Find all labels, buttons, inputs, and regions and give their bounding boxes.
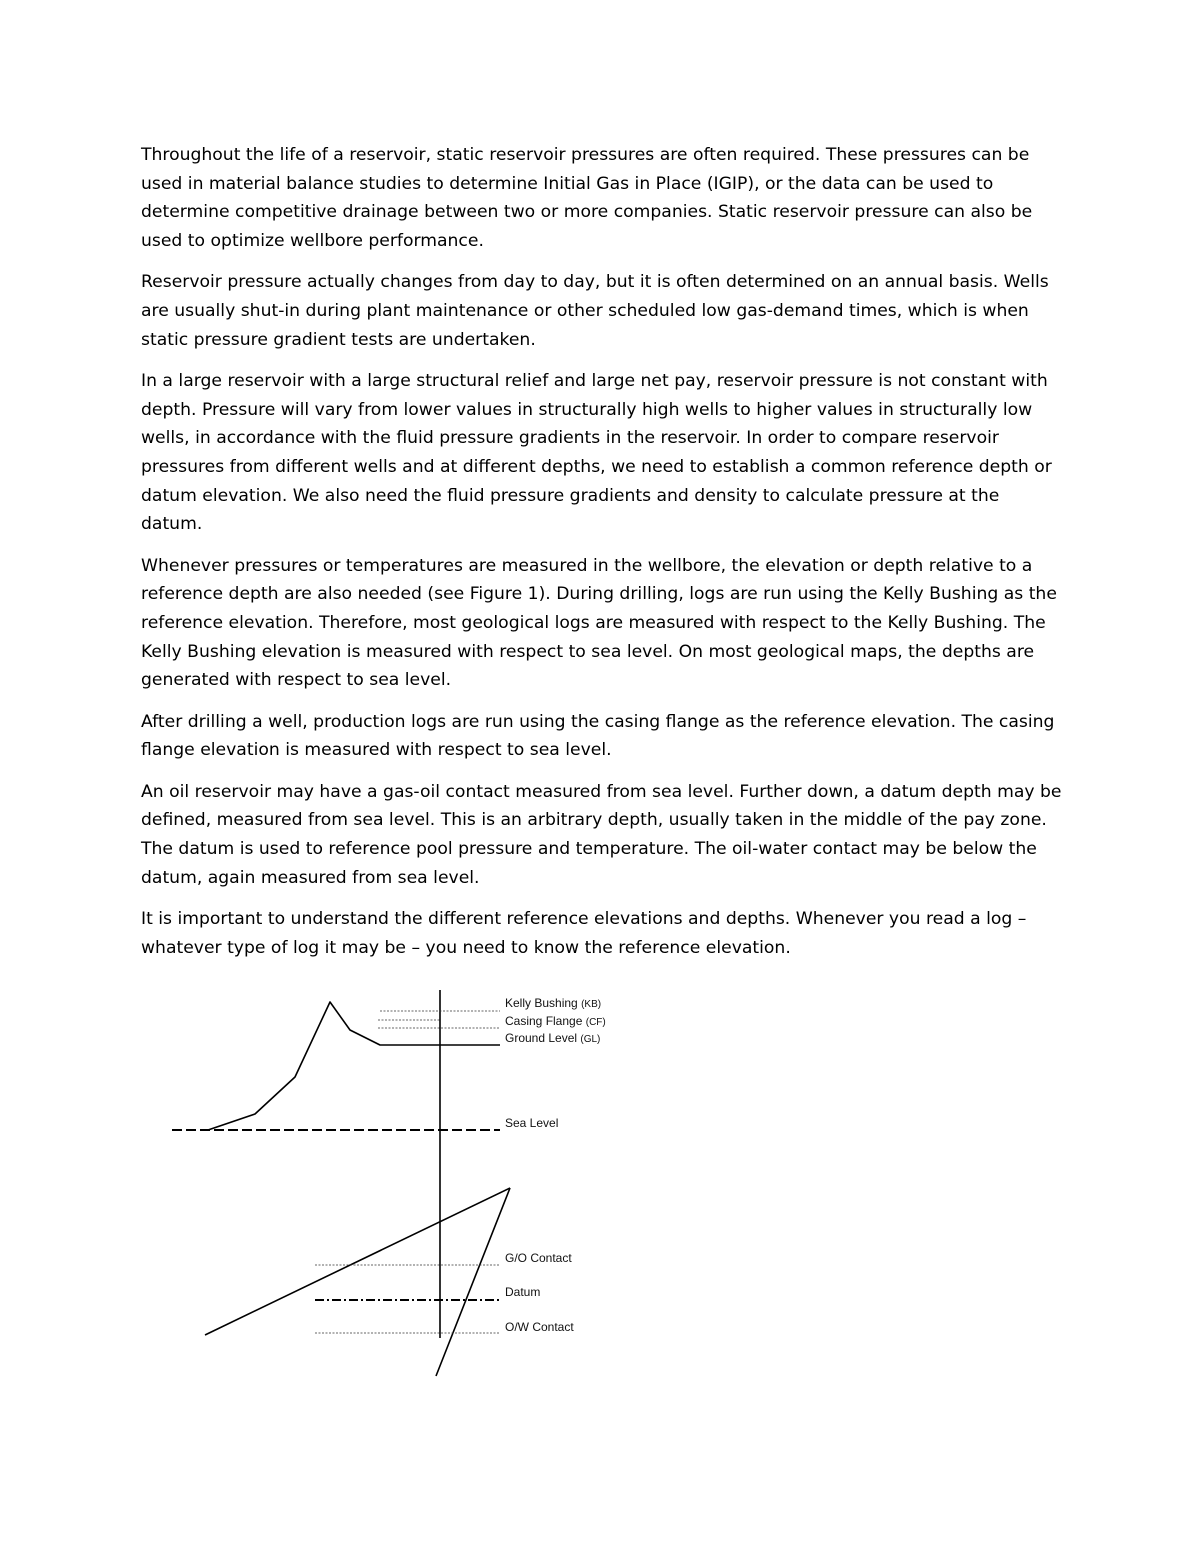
casing-flange-label bbox=[505, 1014, 606, 1028]
kelly-bushing-abbr: (KB) bbox=[581, 999, 602, 1010]
kelly-bushing-label bbox=[505, 996, 601, 1010]
paragraph-4: Whenever pressures or temperatures are measured in the wellbore, the elevation or depth relative to a reference depth are also needed (see Figure 1). During drilling, logs are run using the Kelly Bushing as the reference elevation. Therefore, most geological logs are measured with respect to the Kelly Bushing. The Kelly Bushing elevation is measured with respect to sea level. On most geological maps, the depths are generated with respect to sea level. bbox=[141, 555, 1057, 691]
ground-level-abbr: (GL) bbox=[580, 1034, 601, 1045]
paragraph-2: Reservoir pressure actually changes from day to day, but it is often determined on an annual basis. Wells are usually shut-in during plant maintenance or other scheduled low gas-demand times, which is when static pressure gradient tests are undertaken. bbox=[141, 272, 1049, 350]
casing-flange-abbr: (CF) bbox=[585, 1017, 606, 1028]
go-contact-label: G/O Contact bbox=[505, 1251, 572, 1265]
ow-contact-label: O/W Contact bbox=[505, 1320, 574, 1334]
sea-level-label: Sea Level bbox=[505, 1116, 559, 1130]
reservoir-flank-line bbox=[436, 1188, 510, 1376]
reservoir-top-line bbox=[205, 1188, 510, 1335]
paragraph-7: It is important to understand the different reference elevations and depths. Whenever you read a log – whatever type of log it may be – you need to know the reference elevation. bbox=[141, 909, 1027, 958]
paragraph-6: An oil reservoir may have a gas-oil contact measured from sea level. Further down, a datum depth may be defined, measured from sea level. This is an arbitrary depth, usually taken in the middle of the pay zone. The datum is used to reference pool pressure and temperature. The oil-water contact may be below the datum, again measured from sea level. bbox=[141, 781, 1062, 888]
terrain-profile bbox=[208, 1002, 500, 1130]
paragraph-3: In a large reservoir with a large structural relief and large net pay, reservoir pressure is not constant with depth. Pressure will vary from lower values in structurally high wells to higher values in structurally low wells, in accordance with the fluid pressure gradients in the reservoir. In order to compare reservoir pressures from different wells and at different depths, we need to establish a common reference depth or datum elevation. We also need the fluid pressure gradients and density to calculate pressure at the datum. bbox=[141, 371, 1052, 535]
ground-level-label bbox=[505, 1031, 600, 1045]
kelly-bushing-text: Kelly Bushing bbox=[505, 996, 578, 1010]
paragraph-1: Throughout the life of a reservoir, static reservoir pressures are often required. These pressures can be used in material balance studies to determine Initial Gas in Place (IGIP), or the data can be used to determine competitive drainage between two or more companies. Static reservoir pressure can also be used to optimize wellbore performance. bbox=[141, 145, 1033, 251]
paragraph-5: After drilling a well, production logs are run using the casing flange as the reference elevation. The casing flange elevation is measured with respect to sea level. bbox=[141, 711, 1055, 761]
casing-flange-text: Casing Flange bbox=[505, 1014, 583, 1028]
datum-label: Datum bbox=[505, 1285, 541, 1299]
reference-elevations-figure bbox=[160, 982, 630, 1384]
ground-level-text: Ground Level bbox=[505, 1031, 578, 1045]
figure-svg bbox=[160, 982, 630, 1384]
body-text bbox=[141, 141, 1066, 975]
